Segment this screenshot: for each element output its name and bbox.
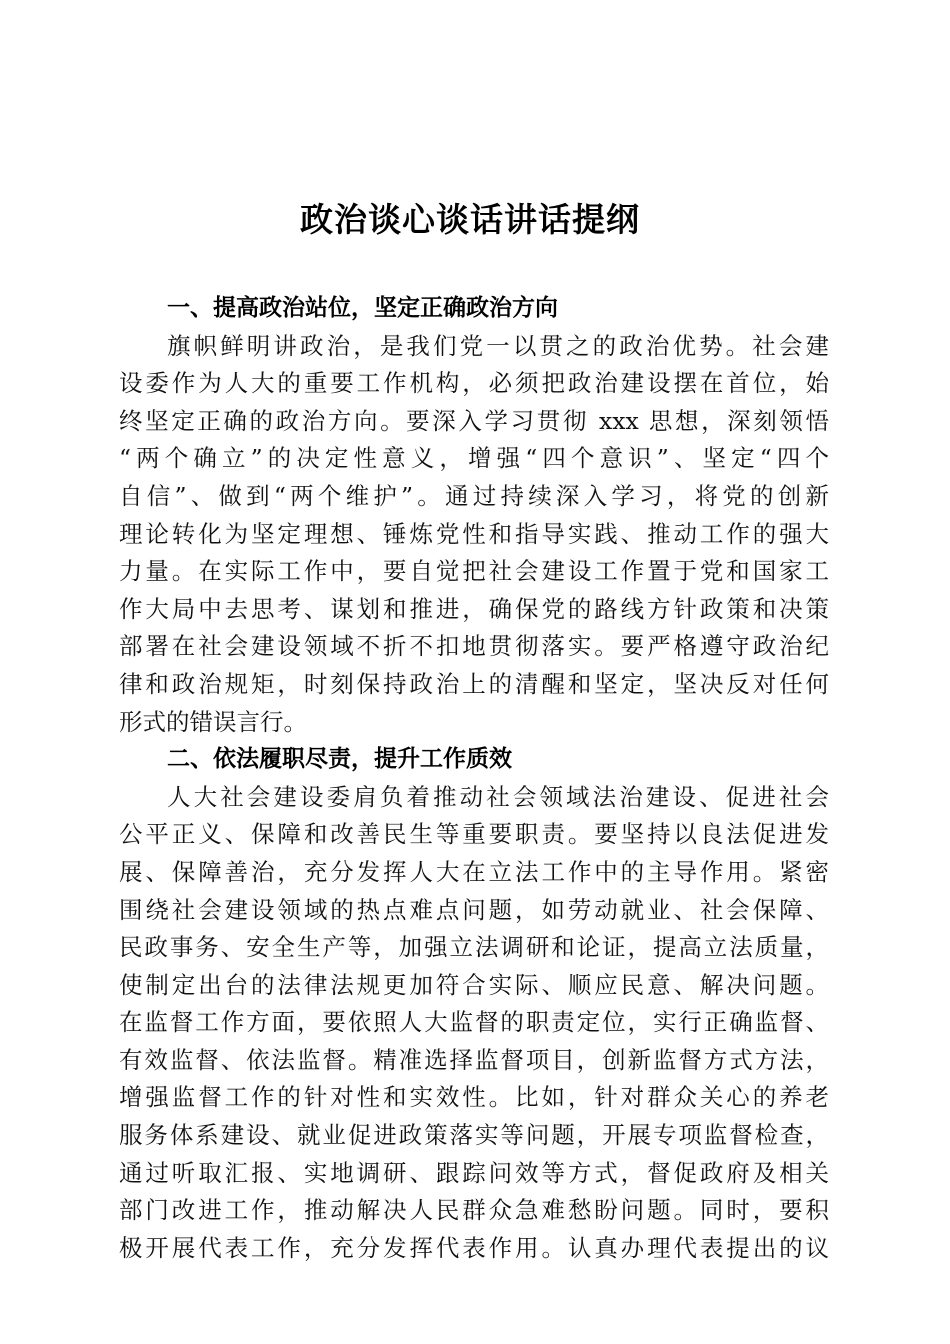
- paragraph-line: 极开展代表工作，充分发挥代表作用。认真办理代表提出的议: [119, 1233, 829, 1262]
- paragraph-line: 旗帜鲜明讲政治，是我们党一以贯之的政治优势。社会建: [167, 331, 829, 360]
- paragraph-line: 展、保障善治，充分发挥人大在立法工作中的主导作用。紧密: [119, 857, 829, 886]
- paragraph-line: 设委作为人大的重要工作机构，必须把政治建设摆在首位，始: [119, 369, 829, 398]
- section-paragraph: [119, 779, 829, 1268]
- paragraph-line: 在监督工作方面，要依照人大监督的职责定位，实行正确监督、: [119, 1008, 829, 1037]
- paragraph-line: 理论转化为坚定理想、锤炼党性和指导实践、推动工作的强大: [119, 519, 829, 548]
- paragraph-line: “两个确立”的决定性意义，增强“四个意识”、坚定“四个: [119, 444, 829, 473]
- paragraph-line: 形式的错误言行。: [119, 707, 307, 736]
- document-body: [119, 290, 829, 1267]
- paragraph-line: 部门改进工作，推动解决人民群众急难愁盼问题。同时，要积: [119, 1196, 829, 1225]
- paragraph-line: 增强监督工作的针对性和实效性。比如，针对群众关心的养老: [119, 1083, 829, 1112]
- paragraph-line: 公平正义、保障和改善民生等重要职责。要坚持以良法促进发: [119, 820, 829, 849]
- paragraph-line: 自信”、做到“两个维护”。通过持续深入学习，将党的创新: [119, 481, 829, 510]
- paragraph-line: 围绕社会建设领域的热点难点问题，如劳动就业、社会保障、: [119, 895, 829, 924]
- paragraph-line: 服务体系建设、就业促进政策落实等问题，开展专项监督检查，: [119, 1121, 829, 1150]
- section-paragraph: [119, 328, 829, 742]
- paragraph-line: 作大局中去思考、谋划和推进，确保党的路线方针政策和决策: [119, 594, 829, 623]
- section-heading: 二、依法履职尽责，提升工作质效: [167, 746, 512, 773]
- paragraph-line: 有效监督、依法监督。精准选择监督项目，创新监督方式方法，: [119, 1045, 829, 1074]
- document-title: 政治谈心谈话讲话提纲: [300, 200, 640, 239]
- section-heading: 一、提高政治站位，坚定正确政治方向: [167, 295, 558, 321]
- paragraph-line: 终坚定正确的政治方向。要深入学习贯彻 xxx 思想，深刻领悟: [119, 406, 829, 435]
- paragraph-line: 部署在社会建设领域不折不扣地贯彻落实。要严格遵守政治纪: [119, 632, 829, 661]
- paragraph-line: 人大社会建设委肩负着推动社会领域法治建设、促进社会: [167, 782, 829, 811]
- paragraph-line: 律和政治规矩，时刻保持政治上的清醒和坚定，坚决反对任何: [119, 669, 829, 698]
- paragraph-line: 通过听取汇报、实地调研、跟踪问效等方式，督促政府及相关: [119, 1158, 829, 1187]
- paragraph-line: 使制定出台的法律法规更加符合实际、顺应民意、解决问题。: [119, 970, 829, 999]
- paragraph-line: 民政事务、安全生产等，加强立法调研和论证，提高立法质量，: [119, 933, 829, 962]
- paragraph-line: 力量。在实际工作中，要自觉把社会建设工作置于党和国家工: [119, 557, 829, 586]
